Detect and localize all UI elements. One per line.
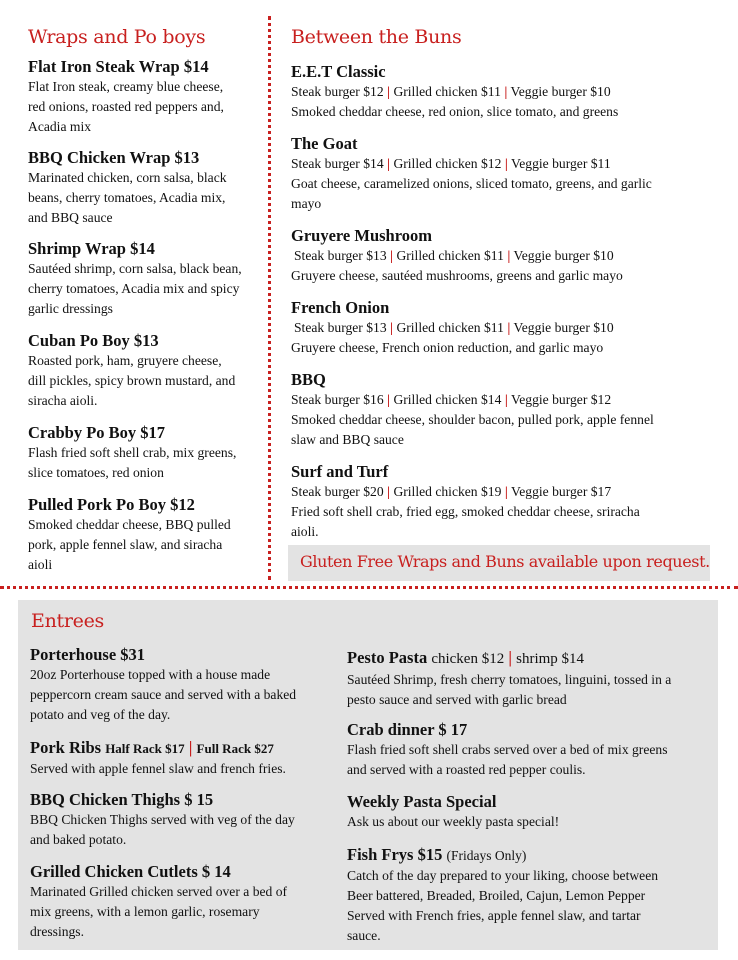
menu-item-bbq-chicken-wrap xyxy=(28,147,227,228)
item-desc-line: garlic dressings xyxy=(28,301,113,316)
wraps-section-title: Wraps and Po boys xyxy=(28,26,206,48)
menu-item-eet-classic xyxy=(291,61,618,122)
item-desc-line: and baked potato. xyxy=(30,832,127,847)
item-prices: Steak burger $16 | Grilled chicken $14 | Veggie burger $12 xyxy=(291,392,612,407)
item-desc-line: Served with French fries, apple fennel slaw, and tartar xyxy=(347,908,641,923)
item-desc-line: potato and veg of the day. xyxy=(30,707,171,722)
item-desc-line: Marinated chicken, corn salsa, black xyxy=(28,170,227,185)
item-name: The Goat xyxy=(291,134,358,153)
item-desc-line: slice tomatoes, red onion xyxy=(28,465,164,480)
item-desc-line: pesto sauce and served with garlic bread xyxy=(347,692,567,707)
item-prices: Steak burger $12 | Grilled chicken $11 | Veggie burger $10 xyxy=(291,84,611,99)
item-name: BBQ Chicken Wrap $13 xyxy=(28,148,200,167)
item-desc-line: Acadia mix xyxy=(28,119,92,134)
item-name: Crab dinner $ 17 xyxy=(347,720,468,739)
item-name: Weekly Pasta Special xyxy=(347,792,497,811)
item-desc-line: peppercorn cream sauce and served with a baked xyxy=(30,687,297,702)
item-desc-line: Gruyere cheese, sautéed mushrooms, greens and garlic mayo xyxy=(291,268,623,283)
item-desc-line: beans, cherry tomatoes, Acadia mix, xyxy=(28,190,226,205)
item-desc-line: 20oz Porterhouse topped with a house made xyxy=(30,667,271,682)
buns-section-title: Between the Buns xyxy=(291,26,462,48)
item-prices: Steak burger $14 | Grilled chicken $12 | Veggie burger $11 xyxy=(291,156,611,171)
item-desc-line: cherry tomatoes, Acadia mix and spicy xyxy=(28,281,240,296)
item-prices: Steak burger $20 | Grilled chicken $19 | Veggie burger $17 xyxy=(291,484,612,499)
item-name: Pesto Pasta chicken $12 | shrimp $14 xyxy=(347,648,585,667)
item-desc-line: Sautéed shrimp, corn salsa, black bean, xyxy=(28,261,242,276)
item-name: Fish Frys $15 (Fridays Only) xyxy=(347,845,527,864)
menu-item-shrimp-wrap xyxy=(28,238,242,319)
item-desc-line: aioli. xyxy=(291,524,319,539)
item-desc-line: dressings. xyxy=(30,924,84,939)
vertical-dotted-divider xyxy=(268,16,271,580)
menu-item-pesto-pasta xyxy=(347,647,671,710)
item-name: Crabby Po Boy $17 xyxy=(28,423,166,442)
item-name: Pork Ribs Half Rack $17 | Full Rack $27 xyxy=(30,738,274,757)
item-name: Porterhouse $31 xyxy=(30,645,146,664)
item-desc-line: Flash fried soft shell crabs served over a bed of mix greens xyxy=(347,742,668,757)
gluten-free-note: Gluten Free Wraps and Buns available upon request. xyxy=(300,552,710,571)
item-desc-line: pork, apple fennel slaw, and siracha xyxy=(28,537,223,552)
menu-item-bbq-chicken-thighs xyxy=(30,789,295,850)
item-desc-line: red onions, roasted red peppers and, xyxy=(28,99,224,114)
menu-item-crab-dinner xyxy=(347,719,668,780)
item-desc-line: mayo xyxy=(291,196,322,211)
item-desc-line: BBQ Chicken Thighs served with veg of the day xyxy=(30,812,295,827)
entrees-section-title: Entrees xyxy=(31,610,104,632)
item-desc-line: Catch of the day prepared to your liking, choose between xyxy=(347,868,659,883)
menu-item-weekly-pasta-special xyxy=(347,791,559,832)
item-name: BBQ Chicken Thighs $ 15 xyxy=(30,790,214,809)
menu-item-porterhouse xyxy=(30,644,296,725)
item-name: BBQ xyxy=(291,370,326,389)
menu-item-grilled-chicken-cutlets xyxy=(30,861,287,942)
menu-item-cuban-po-boy xyxy=(28,330,235,411)
menu-item-fish-frys xyxy=(347,844,658,946)
item-desc-line: and served with a roasted red pepper coulis. xyxy=(347,762,586,777)
item-desc-line: and BBQ sauce xyxy=(28,210,113,225)
item-desc-line: dill pickles, spicy brown mustard, and xyxy=(28,373,236,388)
item-desc-line: Marinated Grilled chicken served over a bed of xyxy=(30,884,288,899)
item-desc-line: slaw and BBQ sauce xyxy=(291,432,404,447)
item-desc-line: Flat Iron steak, creamy blue cheese, xyxy=(28,79,224,94)
menu-item-flat-iron-steak-wrap xyxy=(28,56,224,137)
item-desc-line: Beer battered, Breaded, Broiled, Cajun, Lemon Pepper xyxy=(347,888,646,903)
menu-item-pork-ribs xyxy=(30,737,286,779)
item-name: E.E.T Classic xyxy=(291,62,386,81)
menu-item-crabby-po-boy xyxy=(28,422,236,483)
item-desc-line: Gruyere cheese, French onion reduction, and garlic mayo xyxy=(291,340,604,355)
menu-item-surf-and-turf xyxy=(291,461,640,542)
item-desc-line: Flash fried soft shell crab, mix greens, xyxy=(28,445,237,460)
item-name: Surf and Turf xyxy=(291,462,389,481)
item-desc-line: mix greens, with a lemon garlic, rosemary xyxy=(30,904,260,919)
item-name: Gruyere Mushroom xyxy=(291,226,432,245)
item-prices: Steak burger $13 | Grilled chicken $11 | Veggie burger $10 xyxy=(294,320,614,335)
item-desc-line: Served with apple fennel slaw and french fries. xyxy=(30,761,286,776)
menu-item-pulled-pork-po-boy xyxy=(28,494,231,575)
menu-item-bbq-burger xyxy=(291,369,654,450)
item-name: Grilled Chicken Cutlets $ 14 xyxy=(30,862,231,881)
menu-item-the-goat xyxy=(291,133,652,214)
gluten-free-note-box xyxy=(288,545,710,581)
item-prices: Steak burger $13 | Grilled chicken $11 | Veggie burger $10 xyxy=(294,248,614,263)
item-desc-line: Fried soft shell crab, fried egg, smoked cheddar cheese, sriracha xyxy=(291,504,640,519)
item-name: Cuban Po Boy $13 xyxy=(28,331,159,350)
item-name: Shrimp Wrap $14 xyxy=(28,239,155,258)
item-desc-line: Smoked cheddar cheese, BBQ pulled xyxy=(28,517,231,532)
menu-item-french-onion xyxy=(291,297,614,358)
item-desc-line: Ask us about our weekly pasta special! xyxy=(347,814,560,829)
item-desc-line: aioli xyxy=(28,557,53,572)
item-desc-line: Smoked cheddar cheese, shoulder bacon, pulled pork, apple fennel xyxy=(291,412,654,427)
item-name: Pulled Pork Po Boy $12 xyxy=(28,495,195,514)
item-name: Flat Iron Steak Wrap $14 xyxy=(28,57,209,76)
item-desc-line: sauce. xyxy=(347,928,381,943)
item-desc-line: Roasted pork, ham, gruyere cheese, xyxy=(28,353,222,368)
item-desc-line: siracha aioli. xyxy=(28,393,98,408)
item-desc-line: Goat cheese, caramelized onions, sliced tomato, greens, and garlic xyxy=(291,176,652,191)
item-name: French Onion xyxy=(291,298,390,317)
item-desc-line: Smoked cheddar cheese, red onion, slice tomato, and greens xyxy=(291,104,619,119)
item-desc-line: Sautéed Shrimp, fresh cherry tomatoes, linguini, tossed in a xyxy=(347,672,672,687)
menu-item-gruyere-mushroom xyxy=(291,225,623,286)
horizontal-dotted-divider xyxy=(0,586,738,589)
